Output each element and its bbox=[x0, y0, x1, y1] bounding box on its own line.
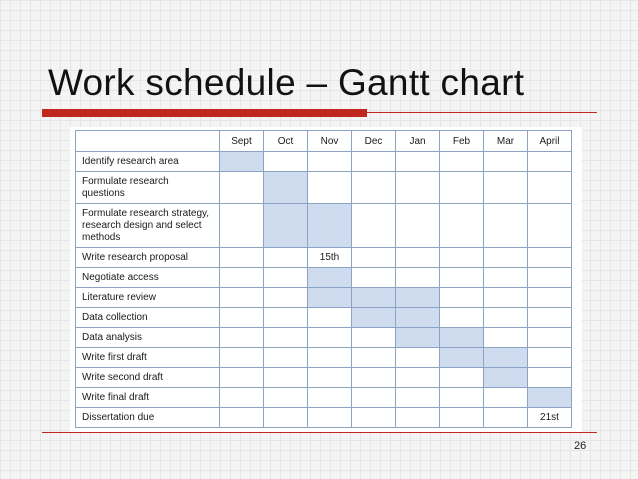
gantt-cell bbox=[484, 248, 528, 268]
gantt-bar-cell bbox=[352, 308, 396, 328]
task-label: Formulate research strategy, research design and select methods bbox=[76, 204, 220, 248]
gantt-bar-cell bbox=[308, 288, 352, 308]
gantt-body bbox=[76, 152, 572, 428]
gantt-cell bbox=[352, 248, 396, 268]
gantt-cell bbox=[220, 248, 264, 268]
gantt-cell bbox=[484, 328, 528, 348]
gantt-cell bbox=[396, 368, 440, 388]
task-label: Write final draft bbox=[76, 388, 220, 408]
gantt-cell bbox=[440, 172, 484, 204]
gantt-bar-cell bbox=[396, 288, 440, 308]
gantt-bar-cell bbox=[484, 348, 528, 368]
gantt-cell bbox=[264, 328, 308, 348]
gantt-header-row bbox=[76, 131, 572, 152]
gantt-cell bbox=[264, 268, 308, 288]
title-underline-accent bbox=[42, 109, 367, 117]
gantt-cell bbox=[220, 308, 264, 328]
gantt-cell bbox=[220, 172, 264, 204]
gantt-bar-cell bbox=[440, 328, 484, 348]
gantt-cell bbox=[308, 408, 352, 428]
gantt-cell bbox=[528, 348, 572, 368]
gantt-cell bbox=[264, 388, 308, 408]
gantt-cell bbox=[308, 348, 352, 368]
gantt-cell bbox=[264, 288, 308, 308]
gantt-cell bbox=[264, 348, 308, 368]
gantt-cell bbox=[264, 408, 308, 428]
gantt-cell bbox=[440, 204, 484, 248]
gantt-bar-cell bbox=[528, 388, 572, 408]
gantt-bar-cell bbox=[264, 204, 308, 248]
task-label: Formulate research questions bbox=[76, 172, 220, 204]
gantt-cell bbox=[484, 172, 528, 204]
gantt-row bbox=[76, 152, 572, 172]
gantt-row bbox=[76, 288, 572, 308]
gantt-cell bbox=[440, 368, 484, 388]
month-header: Sept bbox=[220, 131, 264, 152]
gantt-cell bbox=[308, 152, 352, 172]
page-number: 26 bbox=[574, 440, 587, 452]
gantt-cell bbox=[396, 204, 440, 248]
task-label: Data collection bbox=[76, 308, 220, 328]
gantt-cell bbox=[220, 368, 264, 388]
gantt-cell bbox=[264, 368, 308, 388]
gantt-cell bbox=[352, 368, 396, 388]
month-header: Dec bbox=[352, 131, 396, 152]
gantt-cell bbox=[484, 204, 528, 248]
gantt-cell bbox=[308, 308, 352, 328]
gantt-cell bbox=[220, 328, 264, 348]
gantt-cell bbox=[484, 388, 528, 408]
gantt-cell bbox=[264, 308, 308, 328]
gantt-cell bbox=[528, 308, 572, 328]
gantt-row bbox=[76, 388, 572, 408]
month-header: Jan bbox=[396, 131, 440, 152]
gantt-cell bbox=[396, 408, 440, 428]
gantt-cell bbox=[484, 308, 528, 328]
gantt-cell bbox=[484, 268, 528, 288]
gantt-cell bbox=[308, 172, 352, 204]
gantt-corner-cell bbox=[76, 131, 220, 152]
gantt-bar-cell bbox=[264, 172, 308, 204]
gantt-cell bbox=[352, 152, 396, 172]
gantt-row bbox=[76, 348, 572, 368]
gantt-cell bbox=[352, 408, 396, 428]
gantt-cell bbox=[440, 408, 484, 428]
task-label: Data analysis bbox=[76, 328, 220, 348]
gantt-cell bbox=[220, 288, 264, 308]
gantt-cell bbox=[220, 268, 264, 288]
gantt-cell bbox=[308, 388, 352, 408]
gantt-table bbox=[75, 130, 572, 428]
task-label: Write second draft bbox=[76, 368, 220, 388]
month-header: Oct bbox=[264, 131, 308, 152]
gantt-cell bbox=[352, 388, 396, 408]
gantt-row bbox=[76, 408, 572, 428]
gantt-cell bbox=[440, 288, 484, 308]
gantt-cell bbox=[528, 248, 572, 268]
task-label: Identify research area bbox=[76, 152, 220, 172]
gantt-bar-cell bbox=[484, 368, 528, 388]
gantt-bar-cell bbox=[220, 152, 264, 172]
gantt-bar-cell bbox=[396, 308, 440, 328]
gantt-cell bbox=[528, 172, 572, 204]
milestone-note: 21st bbox=[528, 408, 572, 428]
gantt-cell bbox=[308, 368, 352, 388]
gantt-cell bbox=[528, 152, 572, 172]
gantt-cell bbox=[352, 268, 396, 288]
month-header: Nov bbox=[308, 131, 352, 152]
title-underline-thin bbox=[367, 112, 597, 113]
gantt-cell bbox=[440, 388, 484, 408]
gantt-cell bbox=[352, 172, 396, 204]
gantt-bar-cell bbox=[308, 268, 352, 288]
gantt-cell bbox=[220, 348, 264, 368]
gantt-cell bbox=[396, 172, 440, 204]
gantt-cell bbox=[484, 408, 528, 428]
footer-rule bbox=[42, 432, 597, 433]
gantt-cell bbox=[528, 204, 572, 248]
gantt-bar-cell bbox=[396, 328, 440, 348]
milestone-note: 15th bbox=[308, 248, 352, 268]
gantt-row bbox=[76, 308, 572, 328]
gantt-row bbox=[76, 248, 572, 268]
gantt-cell bbox=[352, 328, 396, 348]
slide-title: Work schedule – Gantt chart bbox=[48, 62, 525, 103]
month-header: April bbox=[528, 131, 572, 152]
gantt-cell bbox=[264, 248, 308, 268]
gantt-cell bbox=[220, 388, 264, 408]
gantt-cell bbox=[220, 204, 264, 248]
gantt-cell bbox=[528, 328, 572, 348]
gantt-cell bbox=[396, 248, 440, 268]
gantt-cell bbox=[396, 348, 440, 368]
gantt-cell bbox=[308, 328, 352, 348]
gantt-row bbox=[76, 328, 572, 348]
task-label: Write research proposal bbox=[76, 248, 220, 268]
gantt-cell bbox=[440, 308, 484, 328]
task-label: Negotiate access bbox=[76, 268, 220, 288]
month-header: Mar bbox=[484, 131, 528, 152]
gantt-cell bbox=[528, 288, 572, 308]
gantt-bar-cell bbox=[308, 204, 352, 248]
month-header: Feb bbox=[440, 131, 484, 152]
gantt-row bbox=[76, 172, 572, 204]
gantt-cell bbox=[396, 388, 440, 408]
task-label: Write first draft bbox=[76, 348, 220, 368]
gantt-cell bbox=[264, 152, 308, 172]
gantt-row bbox=[76, 204, 572, 248]
gantt-cell bbox=[352, 204, 396, 248]
task-label: Dissertation due bbox=[76, 408, 220, 428]
gantt-cell bbox=[396, 152, 440, 172]
gantt-row bbox=[76, 368, 572, 388]
task-label: Literature review bbox=[76, 288, 220, 308]
gantt-cell bbox=[352, 348, 396, 368]
gantt-bar-cell bbox=[440, 348, 484, 368]
gantt-bar-cell bbox=[352, 288, 396, 308]
gantt-cell bbox=[528, 268, 572, 288]
gantt-cell bbox=[396, 268, 440, 288]
gantt-cell bbox=[440, 152, 484, 172]
gantt-cell bbox=[440, 248, 484, 268]
gantt-cell bbox=[484, 152, 528, 172]
gantt-cell bbox=[528, 368, 572, 388]
gantt-cell bbox=[220, 408, 264, 428]
gantt-cell bbox=[484, 288, 528, 308]
gantt-cell bbox=[440, 268, 484, 288]
gantt-row bbox=[76, 268, 572, 288]
